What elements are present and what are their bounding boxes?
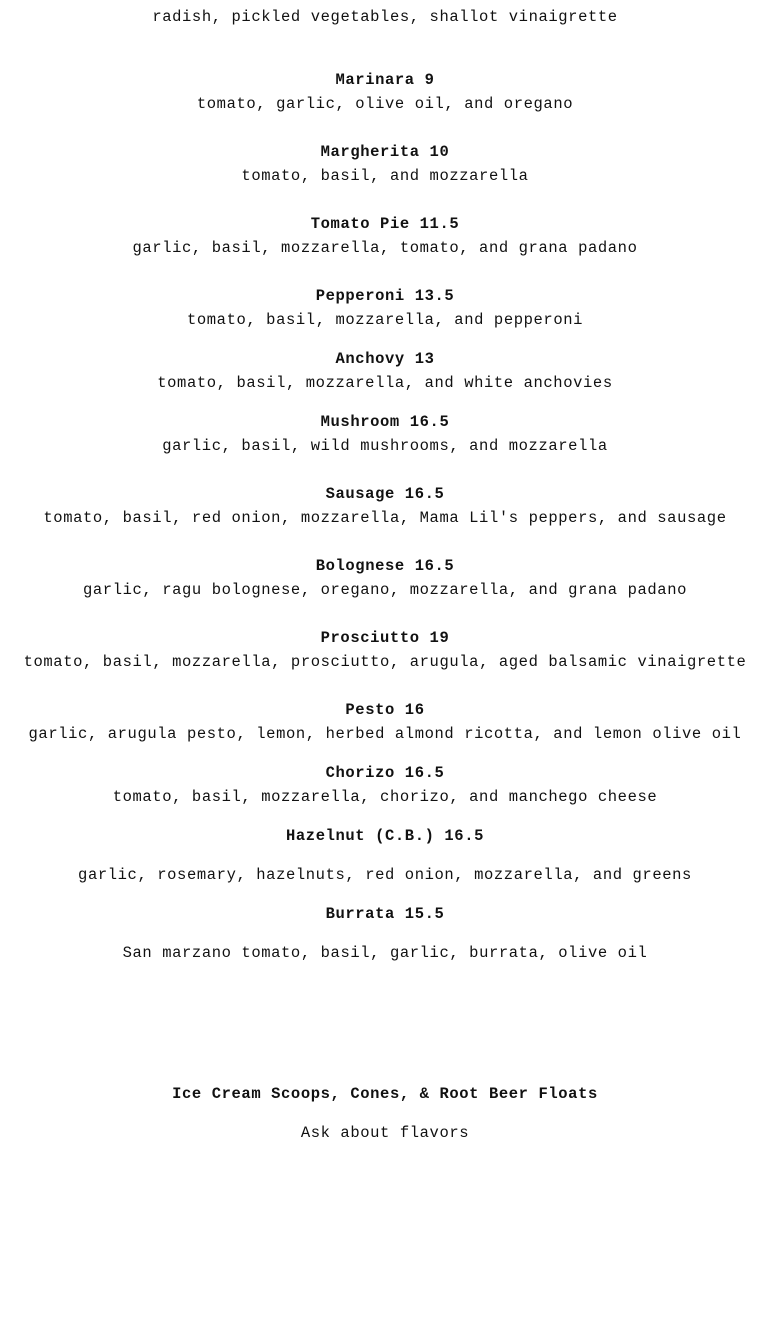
item-prosciutto-description: tomato, basil, mozzarella, prosciutto, arugula, aged balsamic vinaigrette bbox=[23, 653, 747, 671]
item-chorizo-name: Chorizo 16.5 bbox=[325, 764, 445, 782]
item-sausage-name: Sausage 16.5 bbox=[325, 485, 445, 503]
item-pepperoni-description: tomato, basil, mozzarella, and pepperoni bbox=[186, 311, 584, 329]
item-tomato-pie-description: garlic, basil, mozzarella, tomato, and grana padano bbox=[132, 239, 638, 257]
item-burrata-description: San marzano tomato, basil, garlic, burrata, olive oil bbox=[122, 944, 648, 962]
item-pesto-name: Pesto 16 bbox=[345, 701, 425, 719]
item-marinara-description: tomato, garlic, olive oil, and oregano bbox=[196, 95, 574, 113]
item-mushroom-name: Mushroom 16.5 bbox=[320, 413, 450, 431]
dessert-note: Ask about flavors bbox=[300, 1124, 470, 1142]
item-margherita-description: tomato, basil, and mozzarella bbox=[241, 167, 529, 185]
item-bolognese-name: Bolognese 16.5 bbox=[315, 557, 455, 575]
item-prosciutto-name: Prosciutto 19 bbox=[320, 629, 450, 647]
item-chorizo-description: tomato, basil, mozzarella, chorizo, and manchego cheese bbox=[112, 788, 658, 806]
item-mushroom-description: garlic, basil, wild mushrooms, and mozzarella bbox=[162, 437, 608, 455]
item-marinara-name: Marinara 9 bbox=[335, 71, 435, 89]
item-bolognese-description: garlic, ragu bolognese, oregano, mozzarella, and grana padano bbox=[83, 581, 687, 599]
item-tomato-pie-name: Tomato Pie 11.5 bbox=[310, 215, 460, 233]
item-hazelnut-description: garlic, rosemary, hazelnuts, red onion, mozzarella, and greens bbox=[78, 866, 692, 884]
dessert-title: Ice Cream Scoops, Cones, & Root Beer Floats bbox=[172, 1085, 598, 1103]
item-anchovy-name: Anchovy 13 bbox=[335, 350, 435, 368]
item-pepperoni-name: Pepperoni 13.5 bbox=[315, 287, 455, 305]
item-hazelnut-name: Hazelnut (C.B.) 16.5 bbox=[285, 827, 485, 845]
item-anchovy-description: tomato, basil, mozzarella, and white anchovies bbox=[157, 374, 613, 392]
item-pesto-description: garlic, arugula pesto, lemon, herbed almond ricotta, and lemon olive oil bbox=[28, 725, 742, 743]
intro-description: radish, pickled vegetables, shallot vinaigrette bbox=[152, 8, 618, 26]
item-burrata-name: Burrata 15.5 bbox=[325, 905, 445, 923]
item-sausage-description: tomato, basil, red onion, mozzarella, Mama Lil's peppers, and sausage bbox=[43, 509, 727, 527]
item-margherita-name: Margherita 10 bbox=[320, 143, 450, 161]
